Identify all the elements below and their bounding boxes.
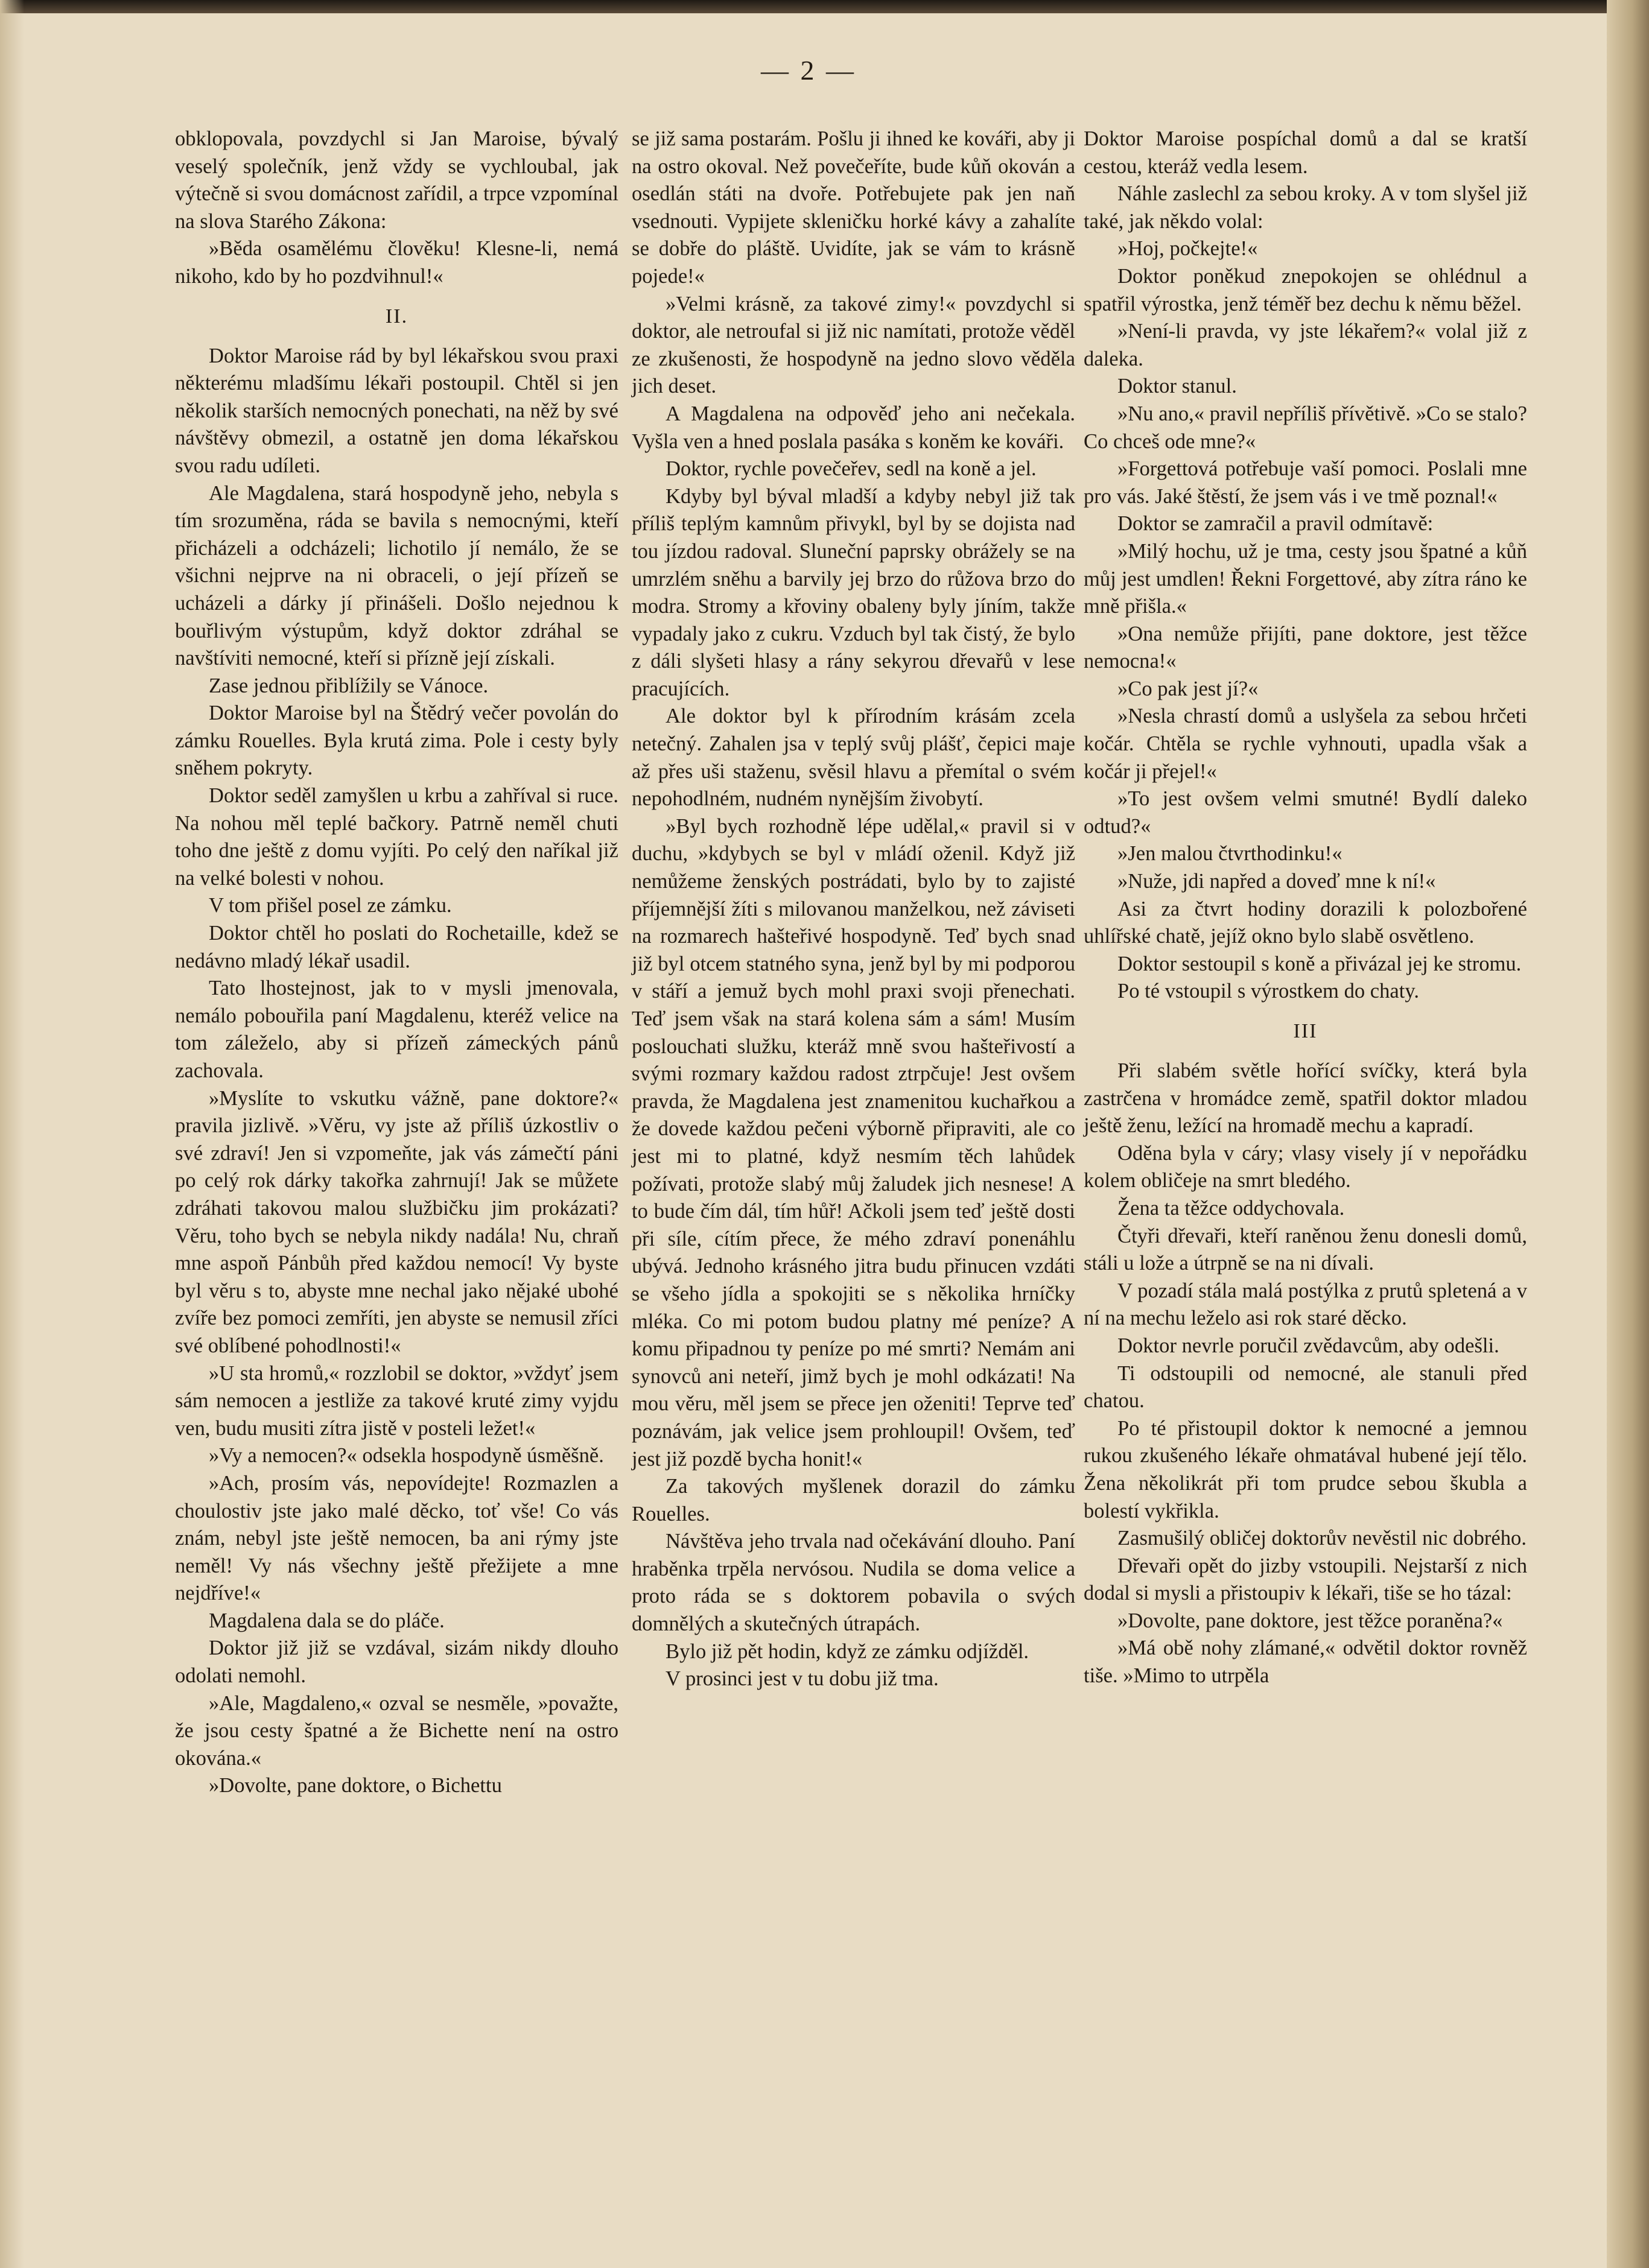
paragraph: »Nuže, jdi napřed a doveď mne k ní!« xyxy=(1117,870,1436,893)
paragraph: »Nu ano,« pravil nepříliš přívětivě. »Co se stalo? Co chceš ode mne?« xyxy=(1084,402,1527,453)
paragraph: Čtyři dřevaři, kteří raněnou ženu donesli domů, stáli u lože a útrpně se na ni dívali. xyxy=(1084,1224,1527,1275)
text-column-1 xyxy=(175,125,618,1800)
paragraph: »Má obě nohy zlámané,« odvětil doktor rovněž tiše. »Mimo to utrpěla xyxy=(1084,1636,1527,1688)
paragraph: »Velmi krásně, za takové zimy!« povzdychl si doktor, ale netroufal si již nic namítati, protože věděl ze zkušenosti, že hospodyně na jedno slovo věděla jich deset. xyxy=(632,292,1075,398)
paragraph: »Dovolte, pane doktore, jest těžce poraněna?« xyxy=(1117,1609,1503,1632)
paragraph: »To jest ovšem velmi smutné! Bydlí daleko odtud?« xyxy=(1084,787,1527,838)
section-heading: II. xyxy=(385,305,408,328)
paragraph: Doktor sestoupil s koně a přivázal jej ke stromu. xyxy=(1117,952,1522,975)
paragraph: A Magdalena na odpověď jeho ani nečekala. Vyšla ven a hned poslala pasáka s koněm ke kováři. xyxy=(632,402,1075,453)
paragraph: »U sta hromů,« rozzlobil se doktor, »vždyť jsem sám nemocen a jestliže za takové kruté zimy vyjdu ven, budu musiti zítra jistě v posteli ležet!« xyxy=(175,1361,618,1440)
paragraph: Ale doktor byl k přírodním krásám zcela netečný. Zahalen jsa v teplý svůj plášť, čepici maje až přes uši staženu, svěsil hlavu a přemítal o svém nepohodlném, nudném nynějším živobytí. xyxy=(632,705,1075,811)
page-right-edge xyxy=(1607,0,1649,2268)
paragraph: V pozadí stála malá postýlka z prutů spletená a v ní na mechu leželo asi rok staré děcko. xyxy=(1084,1279,1527,1330)
paragraph: »Nesla chrastí domů a uslyšela za sebou hrčeti kočár. Chtěla se rychle vyhnouti, upadla však a kočár ji přejel!« xyxy=(1084,705,1527,783)
paragraph: obklopovala, povzdychl si Jan Maroise, bývalý veselý společník, jenž vždy se vychloubal, jak výtečně si svou domácnost zařídil, a trpce vzpomínal na slova Starého Zákona: xyxy=(175,127,618,233)
paragraph: Doktor Maroise byl na Štědrý večer povolán do zámku Rouelles. Byla krutá zima. Pole i cesty byly sněhem pokryty. xyxy=(175,702,618,780)
page-number: — 2 — xyxy=(761,55,856,86)
paragraph: Doktor seděl zamyšlen u krbu a zahříval si ruce. Na nohou měl teplé bačkory. Patrně neměl chuti toho dne ještě z domu vyjíti. Po celý den naříkal již na velké bolesti v nohou. xyxy=(175,784,618,890)
paragraph: »Ach, prosím vás, nepovídejte! Rozmazlen a choulostiv jste jako malé děcko, toť vše! Co vás znám, nebyl jste ještě nemocen, ba ani rýmy jste neměl! Vy nás všechny ještě přežijete a mne nejdříve!« xyxy=(175,1471,618,1605)
paragraph: Při slabém světle hořící svíčky, která byla zastrčena v hromádce země, spatřil doktor mladou ještě ženu, ležící na hromadě mechu a kapradí. xyxy=(1084,1059,1527,1138)
paragraph: Za takových myšlenek dorazil do zámku Rouelles. xyxy=(632,1475,1075,1525)
paragraph: Doktor poněkud znepokojen se ohlédnul a spatřil výrostka, jenž téměř bez dechu k němu běžel. xyxy=(1084,264,1527,315)
paragraph: Asi za čtvrt hodiny dorazili k polozbořené uhlířské chatě, jejíž okno bylo slabě osvětleno. xyxy=(1084,897,1527,948)
paragraph: V tom přišel posel ze zámku. xyxy=(209,894,452,917)
paragraph: »Jen malou čtvrthodinku!« xyxy=(1117,842,1342,866)
section-heading: III xyxy=(1293,1020,1318,1042)
paragraph: »Hoj, počkejte!« xyxy=(1117,237,1258,261)
paragraph: »Vy a nemocen?« odsekla hospodyně úsměšně. xyxy=(209,1444,604,1468)
paragraph: se již sama postarám. Pošlu ji ihned ke kováři, aby ji na ostro okoval. Než povečeříte, bude kůň okován a osedlán státi na dvoře. Potřebujete pak jen naň vsednouti. Vypijete skleničku horké kávy a zahalíte se dobře do pláště. Uvidíte, jak se vám to krásně pojede!« xyxy=(632,127,1075,288)
paragraph: V prosinci jest v tu dobu již tma. xyxy=(666,1667,939,1691)
paragraph: Návštěva jeho trvala nad očekávání dlouho. Paní hraběnka trpěla nervósou. Nudila se doma velice a proto ráda se s doktorem pobavila o svých domnělých a skutečných útrapách. xyxy=(632,1530,1075,1636)
paragraph: Bylo již pět hodin, když ze zámku odjížděl. xyxy=(666,1639,1029,1663)
paragraph: Po té vstoupil s výrostkem do chaty. xyxy=(1117,980,1420,1003)
paragraph: Ale Magdalena, stará hospodyně jeho, nebyla s tím srozuměna, ráda se bavila s nemocnými, kteří přicházeli a odcházeli; lichotilo jí nemálo, že se všichni nejprve na ni obraceli, o její přízeň se ucházeli a dárky jí přinášeli. Došlo nejednou k bouřlivým výstupům, když doktor zdráhal se navštíviti nemocné, kteří si přízně její získali. xyxy=(175,481,618,670)
paragraph: »Ona nemůže přijíti, pane doktore, jest těžce nemocna!« xyxy=(1084,622,1527,673)
paragraph: »Milý hochu, už je tma, cesty jsou špatné a kůň můj jest umdlen! Řekni Forgettové, aby zítra ráno ke mně přišla.« xyxy=(1084,539,1527,618)
paragraph: Po té přistoupil doktor k nemocné a jemnou rukou zkušeného lékaře ohmatával hubené její tělo. Žena několikrát při tom prudce sebou škubla a bolestí vykřikla. xyxy=(1084,1416,1527,1522)
paragraph: Dřevaři opět do jizby vstoupili. Nejstarší z nich dodal si mysli a přistoupiv k lékaři, tiše se ho tázal: xyxy=(1084,1554,1527,1605)
paragraph: »Byl bych rozhodně lépe udělal,« pravil si v duchu, »kdybych se byl v mládí oženil. Když již nemůžeme ženských postrádati, bylo by to zajisté příjemnější žíti s milovanou manželkou, než záviseti na rozmarech hašteřivé hospodyně. Teď bych snad již byl otcem statného syna, jenž byl by mi podporou v stáří a jemuž bych mohl praxi svoji přenechati. Teď jsem však na stará kolena sám a sám! Musím poslouchati služku, kteráž mně svou hašteřivostí a svými rozmary každou radost ztrpčuje! Jest ovšem pravda, že Magdalena jest znamenitou kuchařkou a že dovede každou pečeni výborně připraviti, ale co jest mi to platné, když nesmím těch lahůdek požívati, protože slabý můj žaludek jich nesnese! A to bude čím dál, tím hůř! Ačkoli jsem teď ještě dosti při síle, cítím přece, že mého zdraví ponenáhlu ubývá. Jednoho krásného jitra budu přinucen vzdáti se všeho jídla a spokojiti se s několika hrníčky mléka. Co mi potom budou platny mé peníze? A komu připadnou ty peníze po mé smrti? Nemám ani synovců ani neteří, jimž bych je mohl odkázati! Na mou věru, měl jsem se přece jen oženiti! Teprve teď poznávám, jak velice jsem prohloupil! Ovšem, teď jest již pozdě bycha honit!« xyxy=(632,814,1075,1471)
paragraph: »Není-li pravda, vy jste lékařem?« volal již z daleka. xyxy=(1084,320,1527,370)
paragraph: Doktor chtěl ho poslati do Rochetaille, kdež se nedávno mladý lékař usadil. xyxy=(175,922,618,972)
paragraph: Doktor, rychle povečeřev, sedl na koně a jel. xyxy=(666,457,1037,481)
paragraph: Ti odstoupili od nemocné, ale stanuli před chatou. xyxy=(1084,1361,1527,1413)
paragraph: Kdyby byl býval mladší a kdyby nebyl již tak příliš teplým kamnům přivykl, byl by se dojista nad tou jízdou radoval. Sluneční paprsky obrážely se na umrzlém sněhu a barvily jej brzo do růžova brzo do modra. Stromy a křoviny obaleny byly jíním, takže vypadaly jako z cukru. Vzduch byl tak čistý, že bylo z dáli slyšeti hlasy a rány sekyrou dřevařů v lese pracujících. xyxy=(632,484,1075,700)
paragraph: »Dovolte, pane doktore, o Bichettu xyxy=(209,1774,502,1798)
paragraph: Doktor stanul. xyxy=(1117,375,1237,398)
paragraph: Doktor Maroise rád by byl lékařskou svou praxi některému mladšímu lékaři postoupil. Chtěl si jen několik starších nemocných ponechati, na něž by své návštěvy obmezil, a ostatně jen doma lékařskou svou radu udíleti. xyxy=(175,344,618,477)
paragraph: Doktor nevrle poručil zvědavcům, aby odešli. xyxy=(1117,1334,1499,1357)
text-column-3 xyxy=(1084,125,1527,1690)
paragraph: Doktor se zamračil a pravil odmítavě: xyxy=(1117,512,1434,536)
paragraph: Zase jednou přiblížily se Vánoce. xyxy=(209,674,489,697)
text-column-2 xyxy=(632,125,1075,1693)
paragraph: »Forgettová potřebuje vaší pomoci. Poslali mne pro vás. Jaké štěstí, že jsem vás i ve tmě poznal!« xyxy=(1084,457,1527,508)
paragraph: »Běda osamělému člověku! Klesne-li, nemá nikoho, kdo by ho pozdvihnul!« xyxy=(175,237,618,288)
paragraph: Doktor Maroise pospíchal domů a dal se kratší cestou, kteráž vedla lesem. xyxy=(1084,127,1527,178)
paragraph: Náhle zaslechl za sebou kroky. A v tom slyšel již také, jak někdo volal: xyxy=(1084,182,1527,233)
paragraph: Oděna byla v cáry; vlasy visely jí v nepořádku kolem obličeje na smrt bledého. xyxy=(1084,1141,1527,1193)
paragraph: Žena ta těžce oddychovala. xyxy=(1117,1196,1345,1220)
paragraph: Zasmušilý obličej doktorův nevěstil nic dobrého. xyxy=(1117,1527,1527,1550)
page-top-edge xyxy=(0,0,1649,13)
paragraph: Doktor již již se vzdával, sizám nikdy dlouho odolati nemohl. xyxy=(175,1636,618,1688)
paragraph: Magdalena dala se do pláče. xyxy=(209,1609,445,1632)
paragraph: Tato lhostejnost, jak to v mysli jmenovala, nemálo pobouřila paní Magdalenu, kteréž velice na tom záleželo, aby si přízeň zámeckých pánů zachovala. xyxy=(175,977,618,1082)
paragraph: »Ale, Magdaleno,« ozval se nesměle, »považte, že jsou cesty špatné a že Bichette není na ostro okována.« xyxy=(175,1691,618,1770)
page-left-edge xyxy=(0,0,24,2268)
paragraph: »Myslíte to vskutku vážně, pane doktore?« pravila jizlivě. »Věru, vy jste až příliš úzkostliv o své zdraví! Jen si vzpomeňte, jak vás zámečtí páni po celý rok dárky takořka zahrnují! Jak se můžete zdráhati takovou malou službičku jim prokázati? Věru, toho bych se nebyla nikdy nadála! Nu, chraň mne aspoň Pánbůh před každou nemocí! Vy byste byl věru s to, abyste mne nechal jako nějaké ubohé zvíře bez pomoci zemříti, jen abyste se nemusil zříci své oblíbené pohodlnosti!« xyxy=(175,1086,618,1357)
paragraph: »Co pak jest jí?« xyxy=(1117,677,1259,700)
